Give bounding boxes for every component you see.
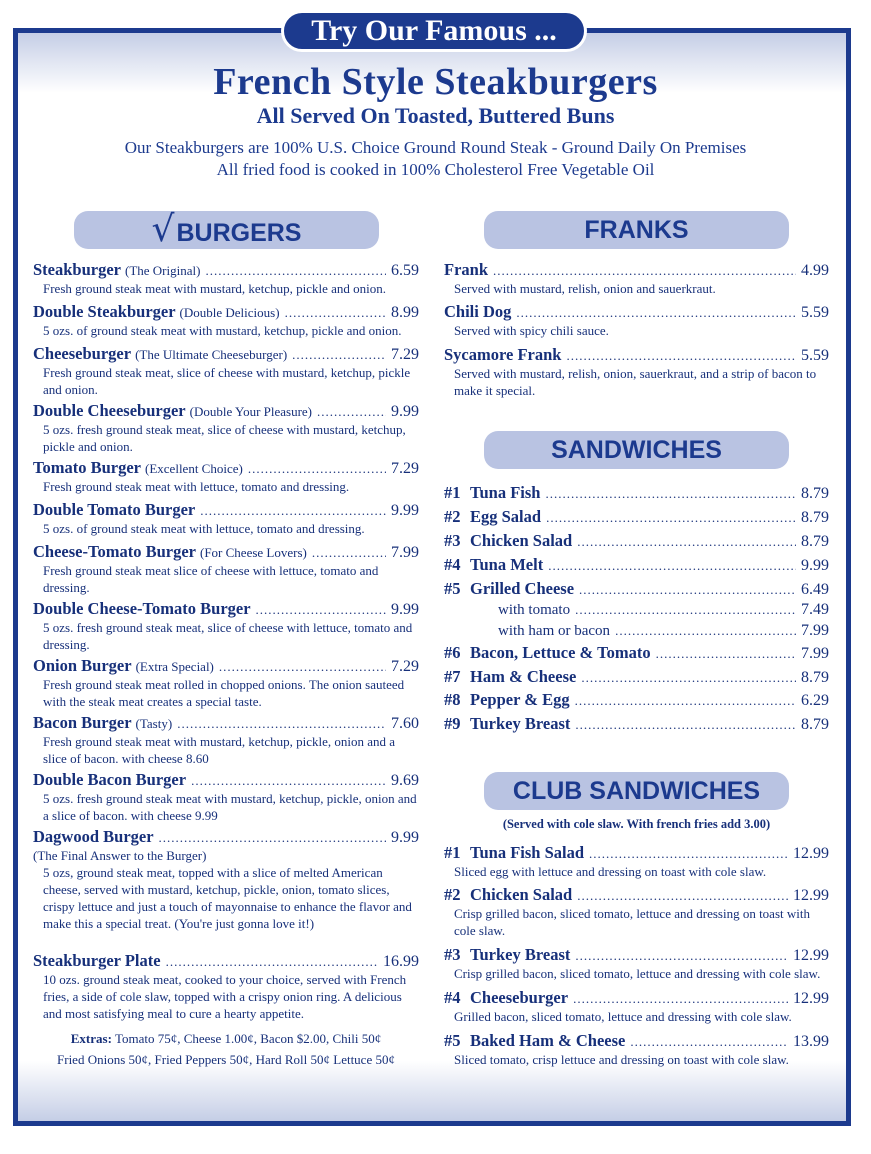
frank-name: Sycamore Frank (444, 345, 562, 364)
burger-note: (For Cheese Lovers) (200, 545, 307, 560)
leader-dots (573, 991, 788, 1007)
sandwich-price: 9.99 (801, 557, 829, 574)
sandwich-price: 8.79 (801, 509, 829, 526)
burger-item (33, 302, 419, 339)
burger-item (33, 599, 419, 653)
club-item (444, 885, 829, 939)
burger-description: Fresh ground steak meat slice of cheese with lettuce, tomato and dressing. (43, 563, 379, 595)
sandwich-item (444, 483, 829, 503)
sandwich-number: #3 (444, 531, 461, 550)
burger-row (33, 951, 419, 971)
burger-note: (Double Delicious) (179, 305, 280, 320)
burger-name: Tomato Burger (33, 458, 142, 477)
burger-name: Cheese-Tomato Burger (33, 542, 196, 561)
sandwich-number: #8 (444, 690, 461, 709)
club-number: #2 (444, 885, 461, 904)
sandwich-item (444, 555, 829, 575)
sandwich-item (444, 507, 829, 527)
burger-description: 5 ozs. of ground steak meat with mustard, ketchup, pickle and onion. (43, 323, 402, 338)
menu-title: French Style Steakburgers (213, 61, 658, 103)
leader-dots (545, 486, 796, 502)
sandwich-item (444, 643, 829, 663)
leader-dots (285, 305, 386, 321)
sandwich-row (444, 601, 829, 619)
club-number: #4 (444, 988, 461, 1007)
club-name: Baked Ham & Cheese (470, 1031, 626, 1050)
club-description: Grilled bacon, sliced tomato, lettuce and dressing with cole slaw. (454, 1009, 792, 1024)
leader-dots (219, 659, 386, 675)
burger-item (33, 656, 419, 710)
leader-dots (575, 602, 796, 618)
burger-subnote: (The Final Answer to the Burger) (33, 848, 207, 863)
burger-row (33, 827, 419, 847)
club-description: Crisp grilled bacon, sliced tomato, lettuce and dressing on toast with cole slaw. (454, 906, 810, 938)
burger-row (33, 599, 419, 619)
sandwich-number: #4 (444, 555, 461, 574)
club-price: 12.99 (793, 845, 829, 862)
club-row (444, 1031, 829, 1051)
leader-dots (159, 830, 386, 846)
leader-dots (493, 263, 796, 279)
sandwich-row (444, 667, 829, 687)
sandwich-option: with ham or bacon (498, 623, 611, 639)
leader-dots (516, 305, 796, 321)
frank-price: 5.59 (801, 347, 829, 364)
burger-item (33, 827, 419, 932)
sandwich-row (444, 622, 829, 640)
club-item (444, 1031, 829, 1068)
leader-dots (191, 773, 386, 789)
burger-description: 5 ozs, ground steak meat, topped with a slice of melted American cheese, served with mustard, ketchup, pickle, onion, tomato slices, crispy lettuce and just a touch of mayonnaise to enhance the flavor and make this a special treat. (You're just gonna love it!) (43, 865, 412, 931)
sandwich-number: #9 (444, 714, 461, 733)
sandwich-price: 7.99 (801, 645, 829, 662)
sandwich-option: with tomato (498, 602, 571, 618)
club-description: Crisp grilled bacon, sliced tomato, lettuce and dressing with cole slaw. (454, 966, 821, 981)
sandwich-price: 6.49 (801, 581, 829, 598)
checkmark-icon: √ (151, 209, 175, 250)
burger-row (33, 458, 419, 478)
sandwich-price: 8.79 (801, 669, 829, 686)
burger-item (33, 458, 419, 495)
sandwich-price: 7.49 (801, 601, 829, 618)
sandwich-name: Ham & Cheese (470, 667, 577, 686)
burger-price: 9.99 (391, 829, 419, 846)
burger-price: 7.29 (391, 460, 419, 477)
burger-price: 9.69 (391, 772, 419, 789)
leader-dots (575, 717, 796, 733)
leader-dots (177, 716, 386, 732)
leader-dots (292, 347, 386, 363)
burger-price: 9.99 (391, 601, 419, 618)
burger-price: 7.29 (391, 658, 419, 675)
burger-description: Fresh ground steak meat, slice of cheese with mustard, ketchup, pickle and onion. (43, 365, 411, 397)
leader-dots (575, 693, 796, 709)
leader-dots (200, 503, 386, 519)
burger-name: Double Steakburger (33, 302, 176, 321)
leader-dots (546, 510, 796, 526)
club-item (444, 945, 829, 982)
club-description: Sliced egg with lettuce and dressing on toast with cole slaw. (454, 864, 767, 879)
leader-dots (205, 263, 386, 279)
leader-dots (166, 954, 378, 970)
burgers-heading-label: BURGERS (176, 219, 302, 247)
burger-note: (Excellent Choice) (145, 461, 243, 476)
leader-dots (548, 558, 796, 574)
club-price: 12.99 (793, 887, 829, 904)
leader-dots (589, 846, 788, 862)
leader-dots (256, 602, 386, 618)
burger-name: Double Cheeseburger (33, 401, 186, 420)
sandwich-price: 7.99 (801, 622, 829, 639)
frank-description: Served with mustard, relish, onion, sauerkraut, and a strip of bacon to make it special. (454, 366, 817, 398)
extras-line-1 (33, 1031, 419, 1047)
burger-item (33, 951, 419, 1022)
extras-text-1: Tomato 75¢, Cheese 1.00¢, Bacon $2.00, Chili 50¢ (114, 1031, 382, 1046)
sandwich-item (444, 601, 829, 619)
burger-note: (The Original) (125, 263, 201, 278)
frank-row (444, 260, 829, 280)
burger-note: (The Ultimate Cheeseburger) (135, 347, 288, 362)
burger-row (33, 302, 419, 322)
frank-price: 5.59 (801, 304, 829, 321)
burger-price: 7.99 (391, 544, 419, 561)
leader-dots (581, 670, 796, 686)
sandwich-name: Tuna Melt (470, 555, 544, 574)
sandwich-price: 8.79 (801, 533, 829, 550)
burger-price: 6.59 (391, 262, 419, 279)
club-price: 13.99 (793, 1033, 829, 1050)
intro-line-2: All fried food is cooked in 100% Cholesterol Free Vegetable Oil (216, 160, 655, 179)
club-number: #1 (444, 843, 461, 862)
sandwich-name: Grilled Cheese (470, 579, 575, 598)
burger-name: Bacon Burger (33, 713, 132, 732)
burger-description: Fresh ground steak meat with mustard, ketchup, pickle and onion. (43, 281, 386, 296)
burger-row (33, 344, 419, 364)
club-name: Tuna Fish Salad (470, 843, 585, 862)
sandwich-row (444, 507, 829, 527)
frank-name: Chili Dog (444, 302, 512, 321)
club-row (444, 945, 829, 965)
leader-dots (630, 1034, 788, 1050)
burger-note: (Tasty) (135, 716, 173, 731)
club-row (444, 885, 829, 905)
burger-price: 8.99 (391, 304, 419, 321)
burger-price: 7.29 (391, 346, 419, 363)
burger-item (33, 344, 419, 398)
sandwich-item (444, 579, 829, 599)
club-price: 12.99 (793, 947, 829, 964)
sandwich-row (444, 714, 829, 734)
burger-description: 10 ozs. ground steak meat, cooked to your choice, served with French fries, a side of cole slaw, topped with a crispy onion ring. A delicious and most satisfying meal to cure a hearty appetite. (43, 972, 407, 1021)
club-item (444, 988, 829, 1025)
sandwich-row (444, 555, 829, 575)
sandwich-item (444, 714, 829, 734)
burger-price: 7.60 (391, 715, 419, 732)
sandwich-price: 6.29 (801, 692, 829, 709)
club-number: #5 (444, 1031, 461, 1050)
club-name: Turkey Breast (470, 945, 571, 964)
extras-line-2: Fried Onions 50¢, Fried Peppers 50¢, Hard Roll 50¢ Lettuce 50¢ (57, 1052, 395, 1067)
burger-name: Cheeseburger (33, 344, 132, 363)
burger-name: Double Tomato Burger (33, 500, 196, 519)
sandwich-name: Egg Salad (470, 507, 542, 526)
burger-name: Steakburger (33, 260, 121, 279)
burger-name: Double Cheese-Tomato Burger (33, 599, 251, 618)
sandwich-price: 8.79 (801, 716, 829, 733)
frank-row (444, 302, 829, 322)
burger-row (33, 542, 419, 562)
leader-dots (615, 623, 796, 639)
leader-dots (312, 545, 386, 561)
burger-row (33, 500, 419, 520)
burger-item (33, 260, 419, 297)
frank-item (444, 260, 829, 297)
club-item (444, 843, 829, 880)
burger-row (33, 656, 419, 676)
leader-dots (317, 404, 386, 420)
club-name: Cheeseburger (470, 988, 569, 1007)
club-note: (Served with cole slaw. With french fries add 3.00) (502, 817, 771, 831)
burger-name: Double Bacon Burger (33, 770, 187, 789)
club-name: Chicken Salad (470, 885, 573, 904)
intro-line-1: Our Steakburgers are 100% U.S. Choice Ground Round Steak - Ground Daily On Premises (124, 138, 747, 157)
burger-note: (Extra Special) (135, 659, 214, 674)
sandwich-row (444, 579, 829, 599)
sandwich-item (444, 690, 829, 710)
sandwich-number: #6 (444, 643, 461, 662)
sandwich-number: #5 (444, 579, 461, 598)
frank-name: Frank (444, 260, 489, 279)
burger-description: 5 ozs. fresh ground steak meat, slice of cheese with mustard, ketchup, pickle and onion. (43, 422, 406, 454)
sandwich-item (444, 667, 829, 687)
burger-note: (Double Your Pleasure) (189, 404, 313, 419)
burger-name: Dagwood Burger (33, 827, 154, 846)
burger-price: 16.99 (383, 953, 419, 970)
frank-description: Served with spicy chili sauce. (454, 323, 609, 338)
burger-description: Fresh ground steak meat rolled in chopped onions. The onion sauteed with the steak meat creates a special taste. (43, 677, 405, 709)
franks-heading: FRANKS (484, 211, 789, 249)
sandwich-name: Tuna Fish (470, 483, 541, 502)
sandwich-item (444, 622, 829, 640)
burger-price: 9.99 (391, 502, 419, 519)
frank-price: 4.99 (801, 262, 829, 279)
burger-price: 9.99 (391, 403, 419, 420)
club-row (444, 988, 829, 1008)
burger-row (33, 770, 419, 790)
frank-row (444, 345, 829, 365)
sandwich-row (444, 643, 829, 663)
sandwich-name: Turkey Breast (470, 714, 571, 733)
leader-dots (577, 534, 796, 550)
burger-item (33, 770, 419, 824)
burger-item (33, 713, 419, 767)
frank-item (444, 302, 829, 339)
sandwich-number: #1 (444, 483, 461, 502)
burger-name: Steakburger Plate (33, 951, 161, 970)
burger-description: Fresh ground steak meat with lettuce, tomato and dressing. (43, 479, 350, 494)
leader-dots (656, 646, 796, 662)
burger-item (33, 542, 419, 596)
leader-dots (566, 348, 796, 364)
burger-description: 5 ozs. fresh ground steak meat with mustard, ketchup, pickle, onion and a slice of bacon. with cheese 9.99 (43, 791, 417, 823)
sandwich-price: 8.79 (801, 485, 829, 502)
sandwich-name: Pepper & Egg (470, 690, 570, 709)
extras-label: Extras: (70, 1031, 112, 1046)
burger-item (33, 500, 419, 537)
sandwiches-heading: SANDWICHES (484, 431, 789, 469)
menu-subtitle: All Served On Toasted, Buttered Buns (256, 103, 615, 128)
burger-name: Onion Burger (33, 656, 132, 675)
sandwich-row (444, 690, 829, 710)
sandwich-item (444, 531, 829, 551)
burger-row (33, 401, 419, 421)
burger-description: 5 ozs. fresh ground steak meat, slice of cheese with lettuce, tomato and dressing. (43, 620, 413, 652)
frank-item (444, 345, 829, 399)
club-number: #3 (444, 945, 461, 964)
club-sandwiches-heading: CLUB SANDWICHES (484, 772, 789, 810)
sandwich-name: Bacon, Lettuce & Tomato (470, 643, 651, 662)
sandwich-number: #2 (444, 507, 461, 526)
leader-dots (575, 948, 788, 964)
sandwich-row (444, 483, 829, 503)
burger-description: Fresh ground steak meat with mustard, ketchup, pickle, onion and a slice of bacon. with cheese 8.60 (43, 734, 396, 766)
sandwich-name: Chicken Salad (470, 531, 573, 550)
leader-dots (579, 582, 796, 598)
club-price: 12.99 (793, 990, 829, 1007)
burger-row (33, 713, 419, 733)
burger-description: 5 ozs. of ground steak meat with lettuce, tomato and dressing. (43, 521, 365, 536)
burgers-heading (74, 211, 379, 249)
leader-dots (577, 888, 788, 904)
club-row (444, 843, 829, 863)
frank-description: Served with mustard, relish, onion and sauerkraut. (454, 281, 716, 296)
sandwich-number: #7 (444, 667, 461, 686)
tagline-banner: Try Our Famous ... (281, 10, 587, 52)
burger-item (33, 401, 419, 455)
burger-row (33, 260, 419, 280)
sandwich-row (444, 531, 829, 551)
club-description: Sliced tomato, crisp lettuce and dressing on toast with cole slaw. (454, 1052, 789, 1067)
leader-dots (248, 461, 386, 477)
